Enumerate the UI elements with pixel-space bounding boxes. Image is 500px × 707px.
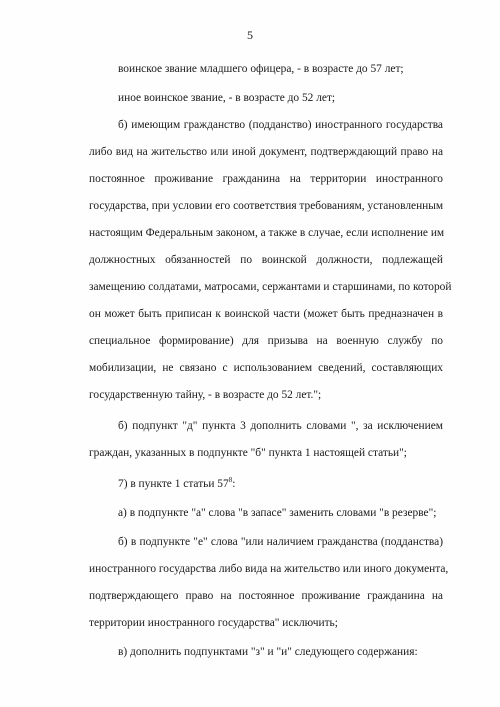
text-line: б) подпункт "д" пункта 3 дополнить словами ", за исключением	[118, 420, 443, 432]
text-line: специальное формирование) для призыва на военную службу по	[89, 335, 443, 347]
text-line: воинское звание младшего офицера, - в возрасте до 57 лет;	[118, 63, 404, 75]
text-line: подтверждающего право на постоянное проживание гражданина на	[89, 590, 443, 602]
text-line: должностных обязанностей по воинской должности, подлежащей	[89, 254, 443, 266]
text-line-end: :	[232, 478, 236, 490]
text-line: мобилизации, не связано с использованием сведений, составляющих	[89, 362, 443, 374]
text-line: постоянное проживание гражданина на территории иностранного	[89, 173, 443, 185]
text-line-main: 7) в пункте 1 статьи 57	[118, 478, 229, 490]
text-line: государственную тайну, - в возрасте до 52 лет.";	[89, 389, 322, 401]
text-line: замещению солдатами, матросами, сержантами и старшинами, по которой	[89, 281, 452, 293]
text-line: либо вид на жительство или иной документ, подтверждающий право на	[89, 146, 443, 158]
text-line: а) в подпункте "а" слова "в запасе" заменить словами "в резерве";	[118, 507, 437, 519]
text-line: б) в подпункте "е" слова "или наличием гражданства (подданства)	[118, 536, 443, 548]
text-line: государства, при условии его соответствия требованиям, установленным	[89, 200, 444, 212]
text-line: он может быть приписан к воинской части (может быть предназначен в	[89, 308, 443, 320]
text-line: настоящим Федеральным законом, а также в случае, если исполнение им	[89, 227, 445, 239]
text-line: граждан, указанных в подпункте "б" пункта 1 настоящей статьи";	[89, 447, 407, 459]
text-line: б) имеющим гражданство (подданство) иностранного государства	[118, 119, 443, 131]
text-line: иное воинское звание, - в возрасте до 52 лет;	[118, 92, 336, 104]
text-line: иностранного государства либо вида на жительство или иного документа,	[89, 563, 449, 575]
page-number: 5	[247, 28, 253, 42]
text-line: территории иностранного государства" исключить;	[89, 617, 338, 629]
superscript: 8	[228, 476, 233, 485]
text-line: в) дополнить подпунктами "з" и "и" следующего содержания:	[118, 646, 418, 658]
text-line	[118, 477, 235, 491]
